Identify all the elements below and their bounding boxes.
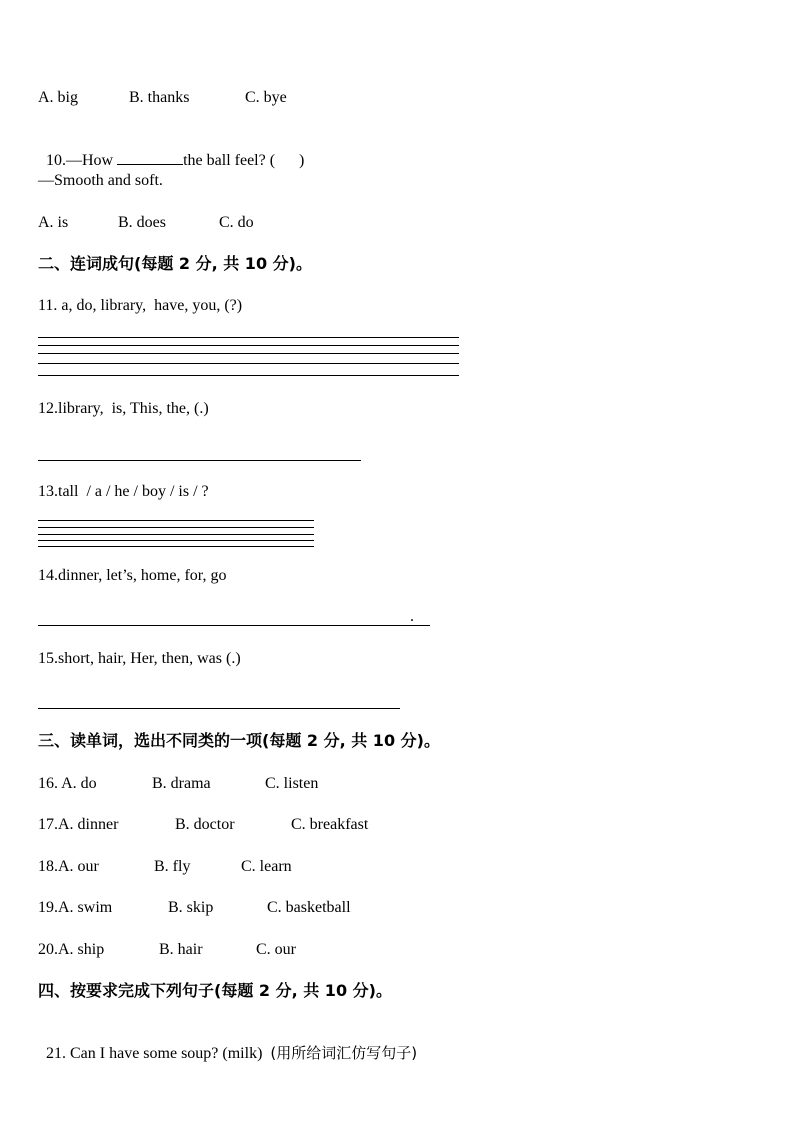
q15-writing-line[interactable] xyxy=(38,708,400,709)
q9-option-c: C. bye xyxy=(245,89,287,106)
q10-stem-post: the ball feel? ( ) xyxy=(183,152,305,169)
q10-stem-pre: 10.—How xyxy=(46,152,118,169)
q17-option-b: B. doctor xyxy=(175,816,235,833)
q20-option-c: C. our xyxy=(256,941,296,958)
q13-writing-line-1[interactable] xyxy=(38,520,314,521)
q21-instruction: (用所给词汇仿写句子) xyxy=(270,1044,418,1062)
section-2-heading: 二、连词成句(每题 2 分, 共 10 分)。 xyxy=(38,254,312,273)
q21-sentence: 21. Can I have some soup? (milk) xyxy=(46,1045,271,1062)
section-3-heading: 三、读单词，选出不同类的一项(每题 2 分, 共 10 分)。 xyxy=(38,731,440,750)
q15-prompt: 15.short, hair, Her, then, was (.) xyxy=(38,650,241,667)
q21-prompt xyxy=(38,1023,417,1064)
q14-prompt: 14.dinner, let’s, home, for, go xyxy=(38,567,227,584)
q13-writing-line-2[interactable] xyxy=(38,527,314,528)
q10-answer-line: —Smooth and soft. xyxy=(38,172,163,189)
q11-writing-line-2[interactable] xyxy=(38,345,459,346)
q10-option-a: A. is xyxy=(38,214,69,231)
q13-prompt: 13.tall / a / he / boy / is / ? xyxy=(38,483,209,500)
q11-writing-line-3[interactable] xyxy=(38,353,459,354)
q13-writing-line-5[interactable] xyxy=(38,546,314,547)
q19-option-c: C. basketball xyxy=(267,899,351,916)
section-4-heading: 四、按要求完成下列句子(每题 2 分, 共 10 分)。 xyxy=(38,981,392,1000)
q18-option-c: C. learn xyxy=(241,858,292,875)
q14-writing-line[interactable] xyxy=(38,625,430,626)
q12-writing-line[interactable] xyxy=(38,460,361,461)
q16-option-c: C. listen xyxy=(265,775,319,792)
q12-prompt: 12.library, is, This, the, (.) xyxy=(38,400,209,417)
q9-option-b: B. thanks xyxy=(129,89,190,106)
q11-prompt: 11. a, do, library, have, you, (?) xyxy=(38,297,243,314)
q19-option-a: 19.A. swim xyxy=(38,899,113,916)
q17-option-c: C. breakfast xyxy=(291,816,369,833)
q20-option-b: B. hair xyxy=(159,941,203,958)
q13-writing-line-4[interactable] xyxy=(38,540,314,541)
q20-option-a: 20.A. ship xyxy=(38,941,105,958)
q19-option-b: B. skip xyxy=(168,899,214,916)
q18-option-a: 18.A. our xyxy=(38,858,99,875)
q11-writing-line-4[interactable] xyxy=(38,363,459,364)
q14-end-mark: . xyxy=(410,608,414,625)
q10-answer-blank[interactable] xyxy=(117,150,183,165)
q11-writing-line-5[interactable] xyxy=(38,375,459,376)
q18-option-b: B. fly xyxy=(154,858,191,875)
q10-option-c: C. do xyxy=(219,214,254,231)
q16-option-b: B. drama xyxy=(152,775,211,792)
q16-option-a: 16. A. do xyxy=(38,775,97,792)
q10-option-b: B. does xyxy=(118,214,166,231)
q17-option-a: 17.A. dinner xyxy=(38,816,119,833)
q11-writing-line-1[interactable] xyxy=(38,337,459,338)
q10-stem xyxy=(38,130,304,171)
q9-option-a: A. big xyxy=(38,89,78,106)
q13-writing-line-3[interactable] xyxy=(38,534,314,535)
